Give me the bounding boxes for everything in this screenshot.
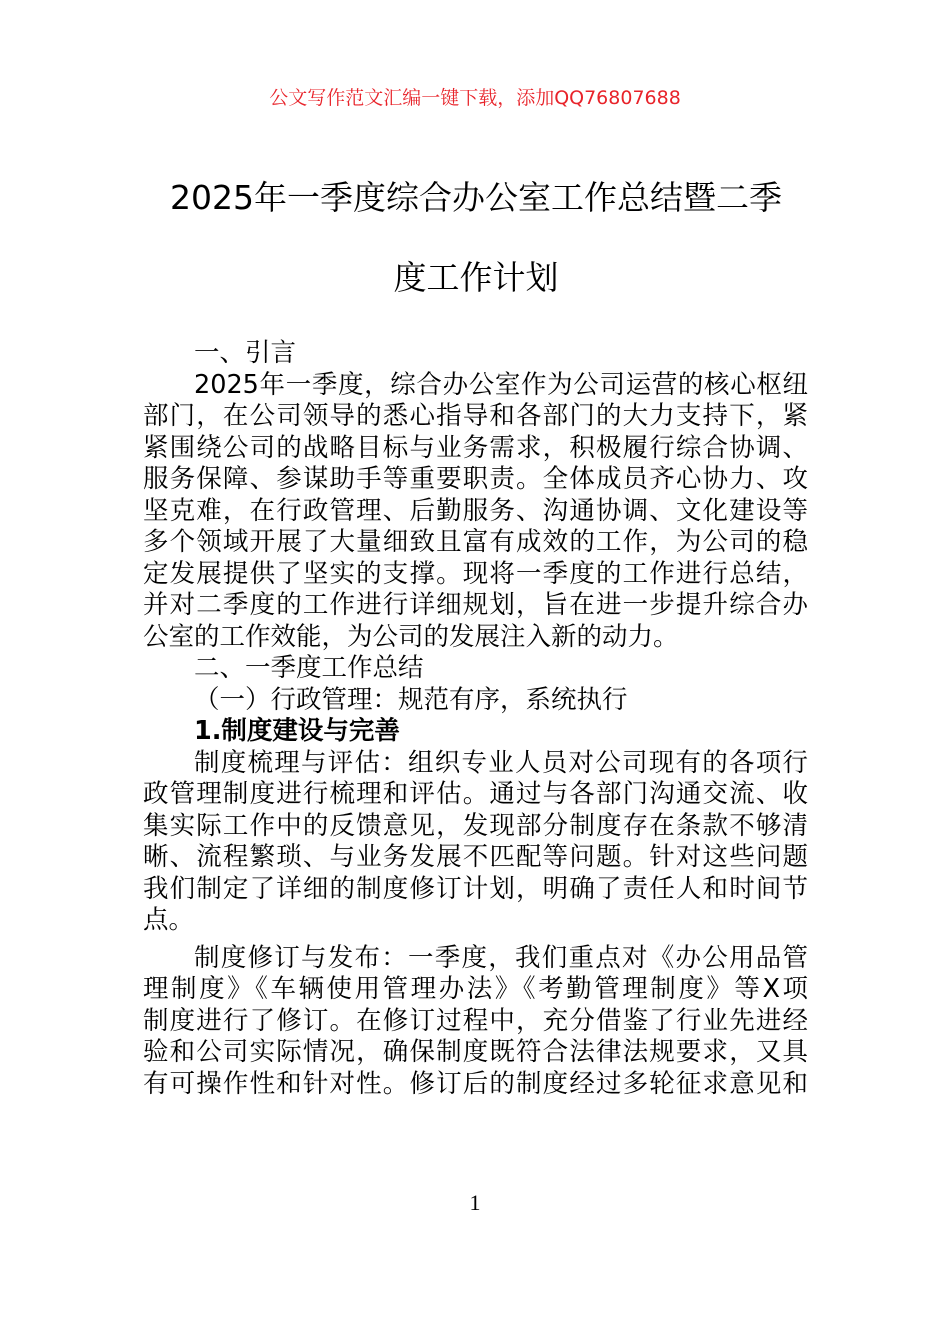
- paragraph-line: 部门，在公司领导的悉心指导和各部门的大力支持下，紧: [143, 401, 808, 431]
- document-body: [143, 338, 808, 1100]
- paragraph-system-review: [143, 748, 808, 937]
- paragraph-line: 理制度》《车辆使用管理办法》《考勤管理制度》等X项: [143, 974, 808, 1004]
- title-line-1: 2025年一季度综合办公室工作总结暨二季: [170, 178, 782, 217]
- item-heading-system-building: 1.制度建设与完善: [194, 716, 400, 746]
- paragraph-line: 我们制定了详细的制度修订计划，明确了责任人和时间节: [143, 873, 808, 904]
- paragraph-line: 2025年一季度，综合办公室作为公司运营的核心枢纽: [194, 369, 808, 400]
- paragraph-line: 紧围绕公司的战略目标与业务需求，积极履行综合协调、: [143, 432, 808, 463]
- page-number: 1: [469, 1190, 481, 1215]
- paragraph-line: 多个领域开展了大量细致且富有成效的工作，为公司的稳: [143, 527, 808, 557]
- section-heading-intro: 一、引言: [194, 338, 297, 368]
- paragraph-line: 并对二季度的工作进行详细规划，旨在进一步提升综合办: [143, 590, 808, 620]
- paragraph-line: 晰、流程繁琐、与业务发展不匹配等问题。针对这些问题: [143, 842, 808, 872]
- paragraph-line: 制度进行了修订。在修订过程中，充分借鉴了行业先进经: [143, 1005, 808, 1036]
- paragraph-line: 服务保障、参谋助手等重要职责。全体成员齐心协力、攻: [143, 464, 808, 494]
- paragraph-line: 坚克难，在行政管理、后勤服务、沟通协调、文化建设等: [143, 495, 808, 526]
- title-line-2: 度工作计划: [393, 258, 559, 297]
- watermark-banner: 公文写作范文汇编一键下载，添加QQ76807688: [269, 87, 681, 109]
- subsection-heading-admin: （一）行政管理：规范有序，系统执行: [194, 684, 628, 715]
- paragraph-line: 政管理制度进行梳理和评估。通过与各部门沟通交流、收: [143, 779, 808, 809]
- paragraph-line: 制度梳理与评估：组织专业人员对公司现有的各项行: [194, 747, 808, 778]
- paragraph-line: 验和公司实际情况，确保制度既符合法律法规要求，又具: [143, 1037, 808, 1067]
- paragraph-line: 公室的工作效能，为公司的发展注入新的动力。: [143, 621, 679, 652]
- document-title: [145, 158, 807, 318]
- paragraph-line: 定发展提供了坚实的支撑。现将一季度的工作进行总结，: [143, 558, 808, 589]
- paragraph-line: 点。: [143, 905, 195, 935]
- paragraph-line: 集实际工作中的反馈意见，发现部分制度存在条款不够清: [143, 810, 808, 841]
- intro-paragraph: [143, 370, 808, 654]
- paragraph-line: 有可操作性和针对性。修订后的制度经过多轮征求意见和: [143, 1068, 808, 1099]
- section-heading-summary: 二、一季度工作总结: [194, 653, 424, 683]
- paragraph-system-revision: [143, 943, 808, 1101]
- paragraph-line: 制度修订与发布：一季度，我们重点对《办公用品管: [194, 942, 808, 973]
